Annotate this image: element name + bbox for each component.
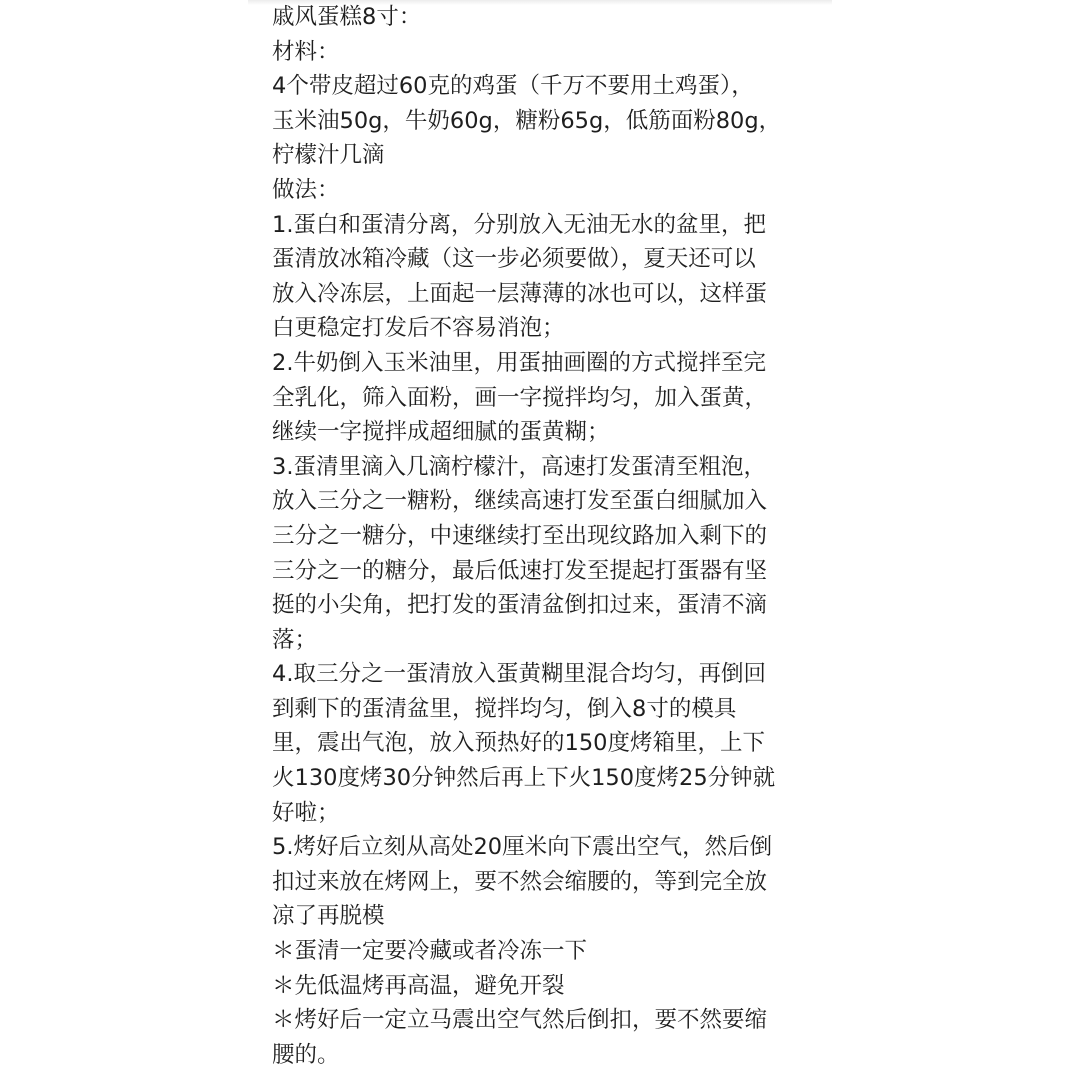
step-3-line: 放入三分之一糖粉，继续高速打发至蛋白细腻加入 [272, 488, 768, 515]
step-2-line: 继续一字搅拌成超细腻的蛋黄糊； [272, 419, 610, 446]
tip-line: 腰的。 [272, 1041, 340, 1068]
tip-line: ＊先低温烤再高温，避免开裂 [272, 972, 565, 999]
step-3-line: 落； [272, 626, 318, 653]
step-5-line: 凉了再脱模 [272, 903, 385, 930]
step-2-line: 全乳化，筛入面粉，画一字搅拌均匀，加入蛋黄， [272, 384, 768, 411]
tip-line: ＊蛋清一定要冷藏或者冷冻一下 [272, 938, 588, 965]
step-3-line: 三分之一糖分，中速继续打至出现纹路加入剩下的 [272, 522, 768, 549]
step-5-line: 5.烤好后立刻从高处20厘米向下震出空气，然后倒 [272, 834, 773, 861]
step-2-line: 2.牛奶倒入玉米油里，用蛋抽画圈的方式搅拌至完 [272, 349, 766, 376]
step-3-line: 挺的小尖角，把打发的蛋清盆倒扣过来，蛋清不滴 [272, 592, 768, 619]
step-3-line: 三分之一的糖分，最后低速打发至提起打蛋器有坚 [272, 557, 768, 584]
step-5-line: 扣过来放在烤网上，要不然会缩腰的，等到完全放 [272, 868, 768, 895]
step-1-line: 白更稳定打发后不容易消泡； [272, 315, 565, 342]
step-3-line: 3.蛋清里滴入几滴柠檬汁，高速打发蛋清至粗泡， [272, 453, 766, 480]
tip-line: ＊烤好后一定立马震出空气然后倒扣，要不然要缩 [272, 1007, 768, 1034]
step-4-line: 好啦； [272, 799, 340, 826]
materials-line: 柠檬汁几滴 [272, 142, 385, 169]
step-1-line: 放入冷冻层，上面起一层薄薄的冰也可以，这样蛋 [272, 280, 768, 307]
recipe-title: 戚风蛋糕8寸： [272, 4, 422, 30]
step-4-line: 到剩下的蛋清盆里，搅拌均匀，倒入8寸的模具 [272, 695, 737, 722]
materials-heading: 材料： [272, 38, 340, 65]
method-heading: 做法： [272, 176, 340, 203]
materials-line: 4个带皮超过60克的鸡蛋（千万不要用土鸡蛋）， [272, 73, 754, 100]
step-4-line: 4.取三分之一蛋清放入蛋黄糊里混合均匀，再倒回 [272, 661, 766, 688]
recipe-note [272, 0, 812, 1072]
materials-line: 玉米油50g，牛奶60g，糖粉65g，低筋面粉80g， [272, 107, 782, 134]
step-4-line: 里，震出气泡，放入预热好的150度烤箱里，上下 [272, 730, 765, 757]
step-1-line: 1.蛋白和蛋清分离，分别放入无油无水的盆里，把 [272, 211, 766, 238]
step-4-line: 火130度烤30分钟然后再上下火150度烤25分钟就 [272, 765, 776, 792]
step-1-line: 蛋清放冰箱冷藏（这一步必须要做），夏天还可以 [272, 246, 756, 273]
